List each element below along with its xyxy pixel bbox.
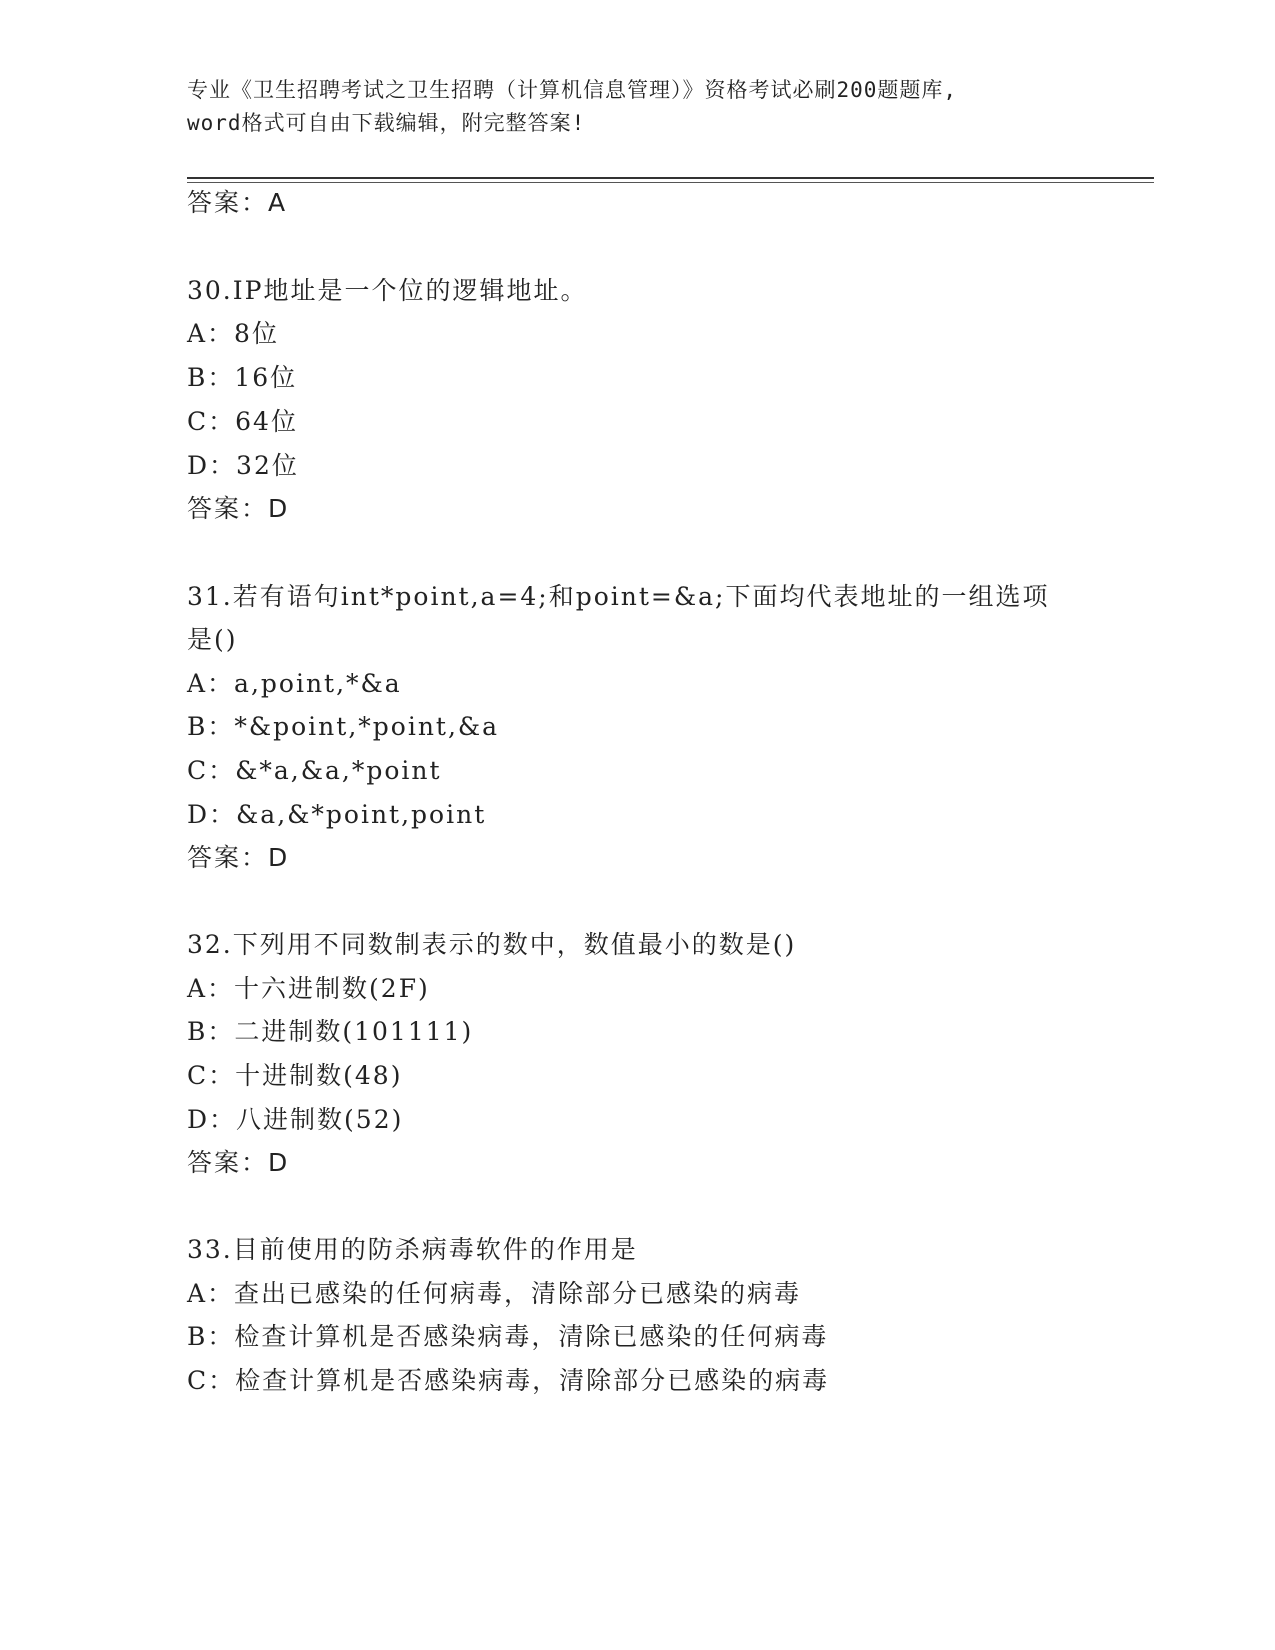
header-line-2: word格式可自由下载编辑，附完整答案! <box>187 111 586 135</box>
question-33-option-a: A：查出已感染的任何病毒，清除部分已感染的病毒 <box>187 1279 802 1308</box>
question-31-stem-line-2: 是() <box>187 625 238 654</box>
document-header <box>187 74 1087 140</box>
question-31-stem-line-1: 31.若有语句int*point,a=4;和point=&a;下面均代表地址的一组选项 <box>187 582 1050 611</box>
question-30-option-b: B：16位 <box>187 363 298 392</box>
header-line-1: 专业《卫生招聘考试之卫生招聘（计算机信息管理）》资格考试必刷200题题库, <box>187 78 958 102</box>
question-31-answer: 答案：D <box>187 843 290 872</box>
question-31-option-a: A：a,point,*&a <box>187 669 402 698</box>
header-divider-thick <box>187 177 1154 179</box>
question-33-option-c: C：检查计算机是否感染病毒，清除部分已感染的病毒 <box>187 1366 830 1395</box>
previous-answer: 答案：A <box>187 188 288 217</box>
question-33-option-b: B：检查计算机是否感染病毒，清除已感染的任何病毒 <box>187 1322 829 1351</box>
question-30-stem: 30.IP地址是一个位的逻辑地址。 <box>187 276 588 305</box>
question-32-answer: 答案：D <box>187 1148 290 1177</box>
question-31-option-b: B：*&point,*point,&a <box>187 712 500 741</box>
question-32-stem: 32.下列用不同数制表示的数中，数值最小的数是() <box>187 930 797 959</box>
question-32-option-c: C：十进制数(48) <box>187 1061 403 1090</box>
header-divider-thin <box>187 182 1154 183</box>
question-30-option-c: C：64位 <box>187 407 298 436</box>
question-32-option-b: B：二进制数(101111) <box>187 1017 474 1046</box>
question-32-option-d: D：八进制数(52) <box>187 1105 404 1134</box>
question-30-option-d: D：32位 <box>187 451 299 480</box>
question-30-option-a: A：8位 <box>187 319 279 348</box>
question-30-answer: 答案：D <box>187 494 290 523</box>
question-31-option-c: C：&*a,&a,*point <box>187 756 442 785</box>
question-32-option-a: A：十六进制数(2F) <box>187 974 430 1003</box>
question-31-option-d: D：&a,&*point,point <box>187 800 487 829</box>
question-33-stem: 33.目前使用的防杀病毒软件的作用是 <box>187 1235 638 1264</box>
